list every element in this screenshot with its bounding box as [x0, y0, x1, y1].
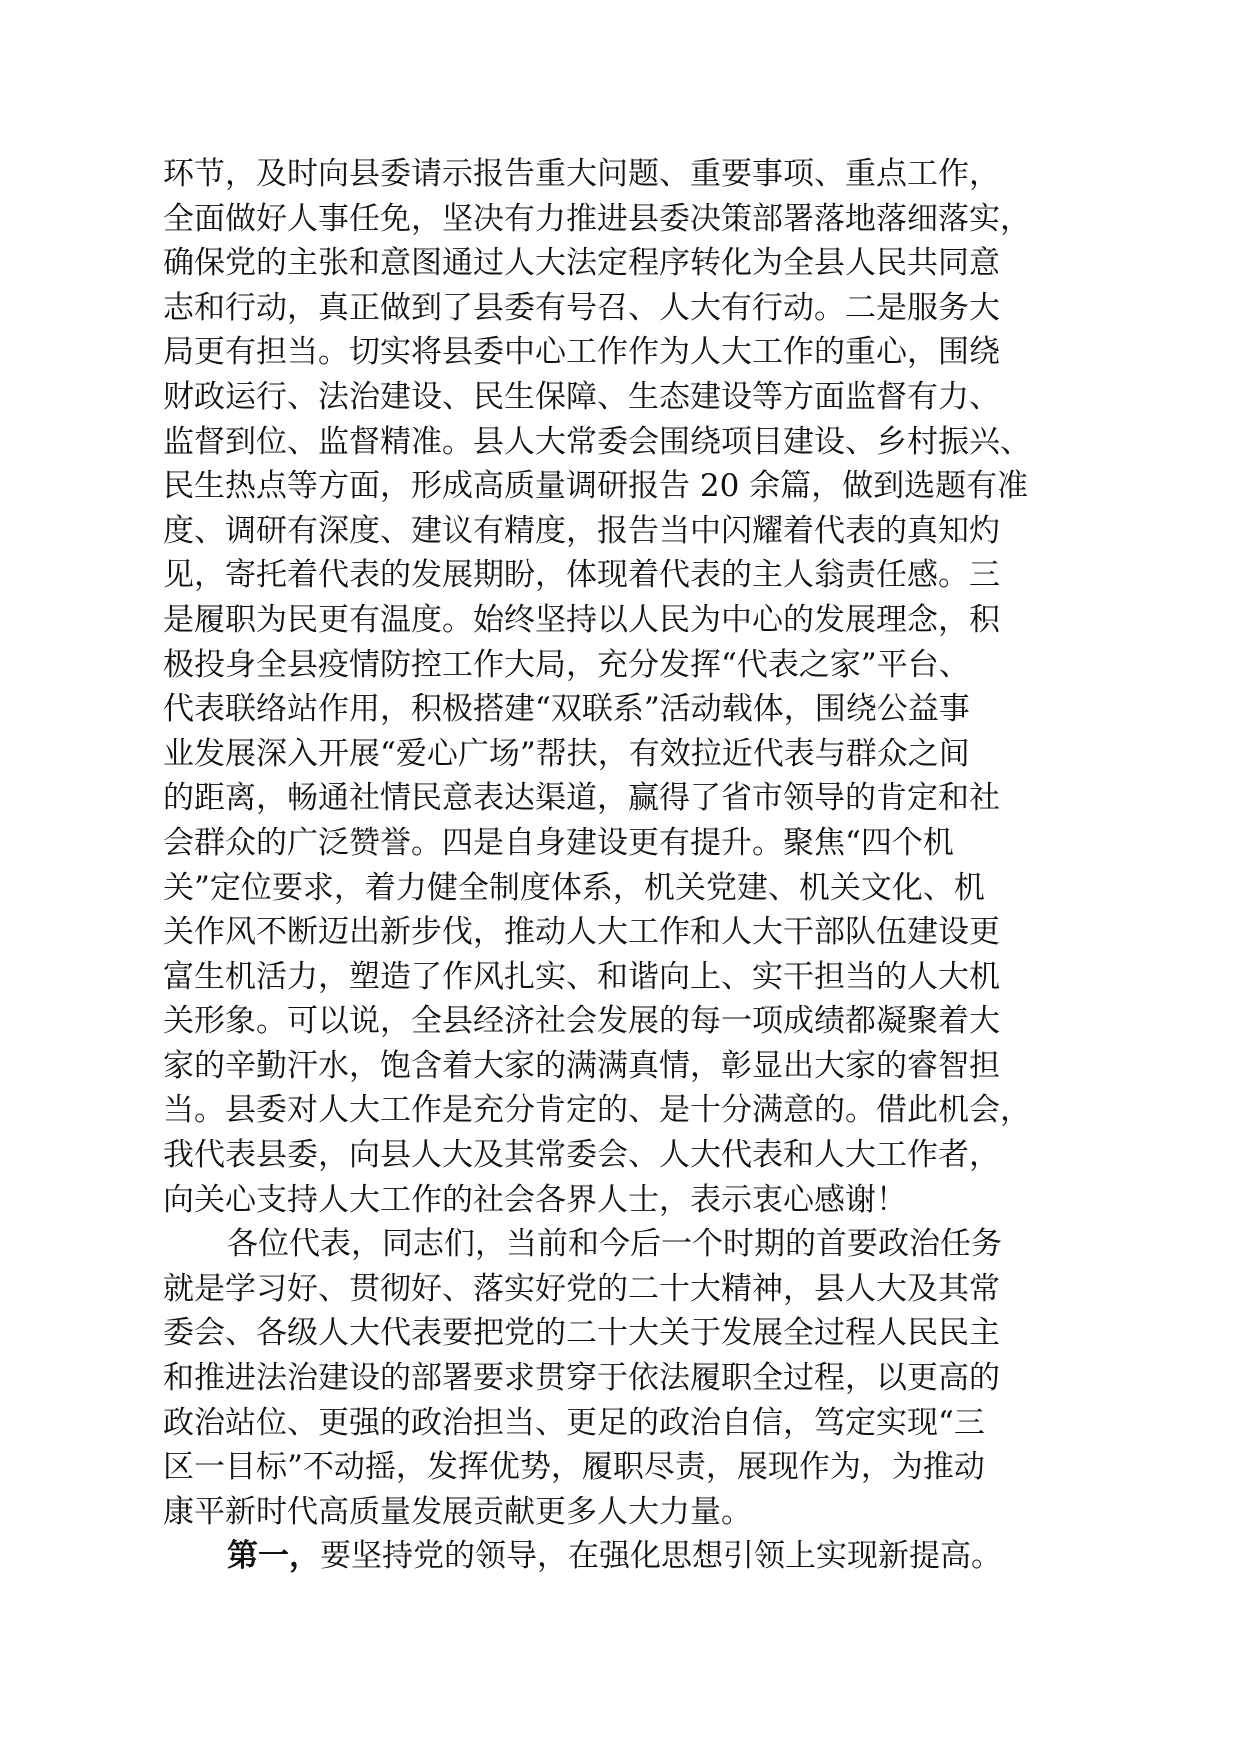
text-line: 局更有担当。切实将县委中心工作作为人大工作的重心，围绕: [163, 334, 1000, 371]
body-text: [163, 152, 1103, 1579]
text-line: 和推进法治建设的部署要求贯穿于依法履职全过程，以更高的: [163, 1360, 1000, 1397]
section-heading-text: 要坚持党的领导，在强化思想引领上实现新提高。: [320, 1538, 1002, 1575]
text-line: 关作风不断迈出新步伐，推动人大工作和人大干部队伍建设更: [163, 914, 1000, 951]
text-line: 监督到位、监督精准。县人大常委会围绕项目建设、乡村振兴、: [163, 423, 1031, 460]
text-line: 业发展深入开展“爱心广场”帮扶，有效拉近代表与群众之间: [163, 735, 970, 772]
text-line: 民生热点等方面，形成高质量调研报告 20 余篇，做到选题有准: [163, 468, 1029, 505]
text-line: 的距离，畅通社情民意表达渠道，赢得了省市领导的肯定和社: [163, 780, 1000, 817]
text-line: 关形象。可以说，全县经济社会发展的每一项成绩都凝聚着大: [163, 1003, 1000, 1040]
section-heading-line: [163, 1534, 1103, 1579]
text-line: 康平新时代高质量发展贡献更多人大力量。: [163, 1493, 752, 1530]
text-line: 向关心支持人大工作的社会各界人士，表示衷心感谢！: [163, 1181, 907, 1218]
text-line: 会群众的广泛赞誉。四是自身建设更有提升。聚焦“四个机: [163, 824, 954, 861]
text-line: 极投身全县疫情防控工作大局，充分发挥“代表之家”平台、: [163, 646, 970, 683]
text-line: 区一目标”不动摇，发挥优势，履职尽责，展现作为，为推动: [163, 1449, 985, 1486]
text-line: 代表联络站作用，积极搭建“双联系”活动载体，围绕公益事: [163, 691, 970, 728]
text-line: 全面做好人事任免，坚决有力推进县委决策部署落地落细落实，: [163, 200, 1031, 237]
text-line: 富生机活力，塑造了作风扎实、和谐向上、实干担当的人大机: [163, 958, 1000, 995]
text-line: 见，寄托着代表的发展期盼，体现着代表的主人翁责任感。三: [163, 557, 1000, 594]
text-line: 财政运行、法治建设、民生保障、生态建设等方面监督有力、: [163, 378, 1000, 415]
text-line: 政治站位、更强的政治担当、更足的政治自信，笃定实现“三: [163, 1404, 985, 1441]
text-line: 度、调研有深度、建议有精度，报告当中闪耀着代表的真知灼: [163, 512, 1000, 549]
text-line: 当。县委对人大工作是充分肯定的、是十分满意的。借此机会，: [163, 1092, 1031, 1129]
text-line: 确保党的主张和意图通过人大法定程序转化为全县人民共同意: [163, 245, 1000, 282]
text-line: 家的辛勤汗水，饱含着大家的满满真情，彰显出大家的睿智担: [163, 1047, 1000, 1084]
paragraph-start-line: 各位代表，同志们，当前和今后一个时期的首要政治任务: [227, 1226, 1002, 1263]
text-line: 关”定位要求，着力健全制度体系，机关党建、机关文化、机: [163, 869, 985, 906]
text-line: 我代表县委，向县人大及其常委会、人大代表和人大工作者，: [163, 1137, 1000, 1174]
text-line: 是履职为民更有温度。始终坚持以人民为中心的发展理念，积: [163, 601, 1000, 638]
text-line: 委会、各级人大代表要把党的二十大关于发展全过程人民民主: [163, 1315, 1000, 1352]
section-number: 第一，: [227, 1538, 320, 1575]
text-line: 就是学习好、贯彻好、落实好党的二十大精神，县人大及其常: [163, 1270, 1000, 1307]
text-line: 志和行动，真正做到了县委有号召、人大有行动。二是服务大: [163, 289, 1000, 326]
text-line: 环节，及时向县委请示报告重大问题、重要事项、重点工作，: [163, 156, 1000, 192]
